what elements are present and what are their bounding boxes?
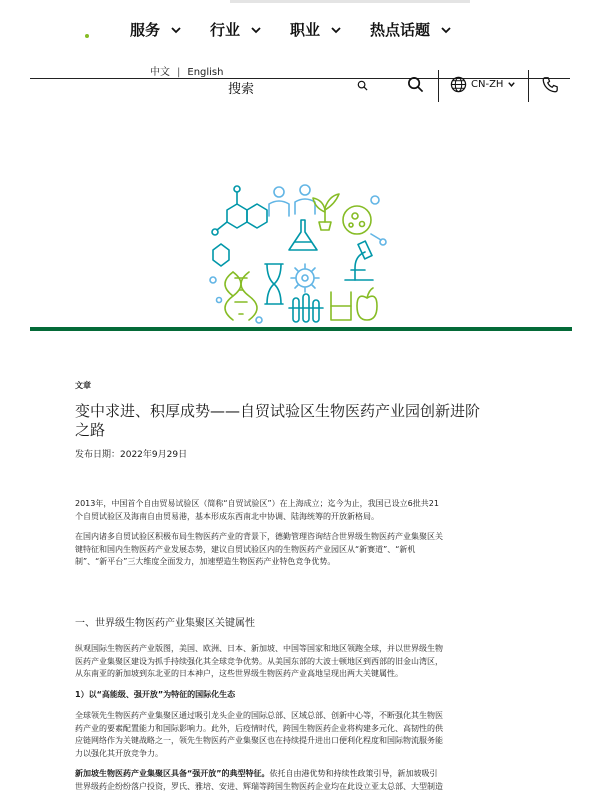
text-line: 应链网络作为关键战略之一，领先生物医药产业集聚区也在持续提升进出口便利化程度和国际物流服务能 — [75, 736, 443, 745]
chevron-down-icon — [507, 80, 516, 89]
region-selector[interactable] — [450, 76, 516, 93]
text-run: 依托自由港优势和持续性政策引导，新加坡吸引 — [269, 769, 438, 778]
section-paragraph-1 — [75, 643, 525, 681]
text-line: 世界级药企纷纷落户投资，罗氏、雅培、安进、辉瑞等跨国生物医药企业均在此设立亚太总部、大型制造 — [75, 781, 443, 791]
article-kicker: 文章 — [75, 381, 91, 390]
search-input[interactable]: 搜索 — [228, 82, 255, 97]
lang-separator: | — [177, 67, 181, 78]
text-line: 全球领先生物医药产业集聚区通过吸引龙头企业的国际总部、区域总部、创新中心等，不断强化其生物医 — [75, 711, 443, 720]
nav-item-services[interactable] — [130, 19, 182, 40]
nav-item-hot-topics[interactable] — [370, 19, 452, 40]
publish-date: 发布日期：2022年9月29日 — [75, 450, 188, 460]
top-strip — [230, 0, 470, 3]
header-divider — [438, 70, 439, 102]
main-nav — [130, 19, 452, 40]
chevron-down-icon — [440, 24, 452, 36]
section-paragraph-3 — [75, 768, 525, 793]
hero-divider — [30, 327, 572, 331]
text-line: 医药产业集聚区建设为抓手持续强化其全球竞争优势。从美国东部的大波士顿地区到西部的旧金山湾区， — [75, 656, 443, 666]
text-line: 制”、“新平台”三大维度全面发力，加速塑造生物医药产业特色竞争优势。 — [75, 557, 336, 566]
nav-label: 热点话题 — [370, 21, 431, 39]
text-line: 个自贸试验区及海南自由贸易港，基本形成东西南北中协调、陆海统筹的开放新格局。 — [75, 511, 379, 521]
article-title — [75, 402, 525, 440]
nav-label: 服务 — [130, 21, 161, 39]
intro-paragraph-1 — [75, 498, 525, 523]
title-line: 变中求进、积厚成势——自贸试验区生物医药产业园创新进阶 — [75, 402, 481, 420]
chevron-down-icon — [250, 24, 262, 36]
text-line — [75, 768, 525, 781]
section-heading: 一、世界级生物医药产业集聚区关键属性 — [75, 618, 255, 629]
search-icon[interactable] — [407, 76, 424, 93]
nav-label: 行业 — [210, 21, 241, 39]
title-line: 之路 — [75, 421, 106, 439]
intro-paragraph-2 — [75, 531, 525, 569]
logo-dot[interactable] — [85, 34, 89, 38]
nav-item-careers[interactable] — [290, 19, 342, 40]
globe-icon — [450, 76, 467, 93]
nav-label: 职业 — [290, 21, 321, 39]
text-line: 药产业的要素配置能力和国际影响力。此外，后疫情时代，跨国生物医药企业将构建多元化、高韧性的供 — [75, 723, 443, 733]
search-icon[interactable] — [357, 80, 368, 91]
nav-item-industries[interactable] — [210, 19, 262, 40]
text-line: 键特征和国内生物医药产业发展态势，建议自贸试验区内的生物医药产业园区从“新赛道”、“新机 — [75, 544, 416, 554]
text-line: 从东南亚的新加坡到东北亚的日本神户，这些世界级生物医药产业高地呈现出两大关键属性。 — [75, 669, 403, 678]
lang-english-link[interactable]: English — [187, 67, 224, 78]
biotech-illustration — [205, 180, 395, 328]
text-line: 2013年，中国首个自由贸易试验区（简称“自贸试验区”）在上海成立；迄今为止，我国已设立6批共21 — [75, 499, 439, 508]
phone-icon[interactable] — [541, 76, 559, 94]
text-line: 力以强化其开放竞争力。 — [75, 748, 163, 758]
section-paragraph-2 — [75, 710, 525, 760]
text-line: 纵观国际生物医药产业版图，美国、欧洲、日本、新加坡、中国等国家和地区领跑全球，并以世界级生物 — [75, 644, 443, 653]
language-switcher — [150, 63, 223, 78]
header-divider — [528, 70, 529, 102]
lang-chinese-link[interactable]: 中文 — [150, 67, 170, 78]
region-label: CN-ZH — [471, 79, 504, 90]
chevron-down-icon — [330, 24, 342, 36]
chevron-down-icon — [170, 24, 182, 36]
text-line: 在国内诸多自贸试验区积极布局生物医药产业的背景下，德勤管理咨询结合世界级生物医药产业集聚区关 — [75, 532, 443, 541]
subsection-heading: 1）以“高能级、强开放”为特征的国际化生态 — [75, 690, 236, 699]
bold-lead: 新加坡生物医药产业集聚区具备“强开放”的典型特征。 — [75, 769, 270, 778]
